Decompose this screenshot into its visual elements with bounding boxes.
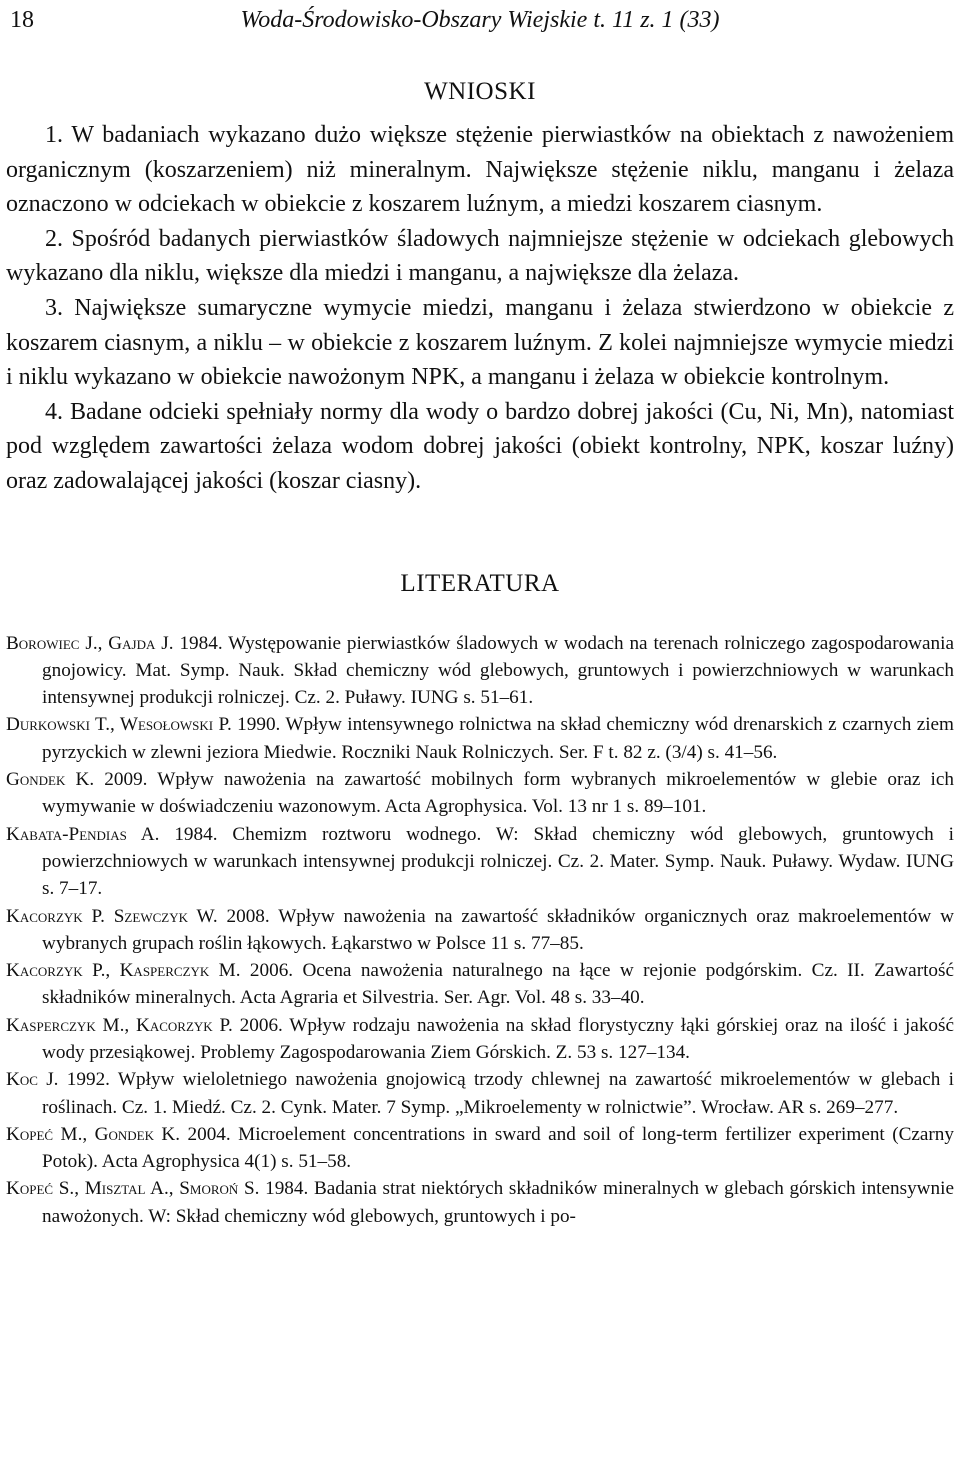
journal-title: Woda-Środowisko-Obszary Wiejskie t. 11 z. 1 (33) [240,7,720,33]
reference-details: 1990. Wpływ intensywnego rolnictwa na skład chemiczny wód drenarskich z czarnych ziem pyrzyckich w zlewni jeziora Miedwie. Roczniki Nauk Rolniczych. Ser. F t. 82 z. (3/4) s. 41–56. [42,714,954,763]
conclusion-paragraph: 2. Spośród badanych pierwiastków śladowych najmniejsze stężenie w odciekach glebowych wykazano dla niklu, większe dla miedzi i manganu, a największe dla żelaza. [6,225,954,287]
reference-authors: Kacorzyk P. Szewczyk W. [6,905,218,927]
conclusion-paragraph: 4. Badane odcieki spełniały normy dla wody o bardzo dobrej jakości (Cu, Ni, Mn), natomiast pod względem zawartości żelaza wodom dobrej jakości (obiekt kontrolny, NPK, koszar luźny) oraz zadowalającej jakości (koszar ciasny). [6,398,954,494]
reference-entry [6,1066,954,1121]
conclusion-paragraph: 1. W badaniach wykazano dużo większe stężenie pierwiastków na obiektach z nawożeniem organicznym (koszarzeniem) niż mineralnym. Największe stężenie niklu, manganu i żelaza oznaczono w odciekach w obiekcie z koszarem luźnym, a miedzi koszarem ciasnym. [6,122,954,218]
reference-details: 2004. Microelement concentrations in sward and soil of long-term fertilizer experiment (Czarny Potok). Acta Agrophysica 4(1) s. 51–58. [42,1123,954,1173]
reference-authors: Kabata-Pendias A. [6,823,160,845]
reference-entry [6,1121,954,1176]
reference-details: 2008. Wpływ nawożenia na zawartość składników organicznych oraz makroelementów w wybranych grupach roślin łąkowych. Łąkarstwo w Polsce 11 s. 77–85. [42,905,954,954]
reference-entry [6,630,954,712]
reference-details: 1984. Występowanie pierwiastków śladowych w wodach na terenach rolniczego zagospodarowania gnojowicy. Mat. Symp. Nauk. Skład chemiczny wód glebowych, gruntowych i powierzchniowych w warunkach intensywnej produkcji rolniczej. Cz. 2. Puławy. IUNG s. 51–61. [42,632,954,709]
reference-list [6,630,954,1231]
reference-details: 2009. Wpływ nawożenia na zawartość mobilnych form wybranych mikroelementów w glebie oraz ich wymywanie w doświadczeniu wazonowym. Acta Agrophysica. Vol. 13 nr 1 s. 89–101. [42,769,954,818]
literature-heading: LITERATURA [400,569,560,597]
reference-authors: Borowiec J., Gajda J. [6,632,174,654]
reference-authors: Gondek K. [6,769,95,791]
reference-authors: Koc J. [6,1069,59,1091]
reference-entry [6,957,954,1012]
reference-details: 2006. Wpływ rodzaju nawożenia na skład florystyczny łąki górskiej oraz na ilość i jakość wody przesiąkowej. Problemy Zagospodarowania Ziem Górskich. Z. 53 s. 127–134. [42,1014,954,1063]
page-number: 18 [10,7,34,33]
reference-authors: Kopeć S., Misztal A., Smoroń S. [6,1178,260,1200]
conclusion-paragraph: 3. Największe sumaryczne wymycie miedzi, manganu i żelaza stwierdzono w obiekcie z koszarem ciasnym, a niklu – w obiekcie z koszarem luźnym. Z kolei najmniejsze wymycie miedzi i niklu wykazano w obiekcie nawożonym NPK, a manganu i żelaza w obiekcie kontrolnym. [6,294,954,391]
reference-authors: Kacorzyk P., Kasperczyk M. [6,960,241,982]
reference-details: 1984. Chemizm roztworu wodnego. W: Skład chemiczny wód glebowych, gruntowych i powierzchniowych w warunkach intensywnej produkcji rolniczej. Cz. 2. Mater. Symp. Nauk. Puławy. Wydaw. IUNG s. 7–17. [42,823,954,900]
reference-entry [6,821,954,903]
reference-entry [6,1175,954,1230]
reference-authors: Kopeć M., Gondek K. [6,1123,181,1145]
reference-entry [6,766,954,821]
running-header [6,0,954,40]
reference-details: 1992. Wpływ wieloletniego nawożenia gnojowicą trzody chlewnej na zawartość mikroelementów w glebach i roślinach. Cz. 1. Miedź. Cz. 2. Cynk. Mater. 7 Symp. „Mikroelementy w rolnictwie”. Wrocław. AR s. 269–277. [42,1069,954,1118]
reference-entry [6,1012,954,1067]
conclusions-section [6,118,954,499]
reference-entry [6,903,954,958]
reference-authors: Durkowski T., Wesołowski P. [6,714,232,736]
conclusions-heading: WNIOSKI [424,78,536,105]
reference-entry [6,711,954,766]
reference-details: 2006. Ocena nawożenia naturalnego na łące w rejonie podgórskim. Cz. II. Zawartość składników mineralnych. Acta Agraria et Silvestria. Ser. Agr. Vol. 48 s. 33–40. [42,960,954,1009]
reference-authors: Kasperczyk M., Kacorzyk P. [6,1014,233,1036]
reference-details: 1984. Badania strat niektórych składników mineralnych w glebach górskich intensywnie nawożonych. W: Skład chemiczny wód glebowych, gruntowych i po- [42,1178,954,1227]
